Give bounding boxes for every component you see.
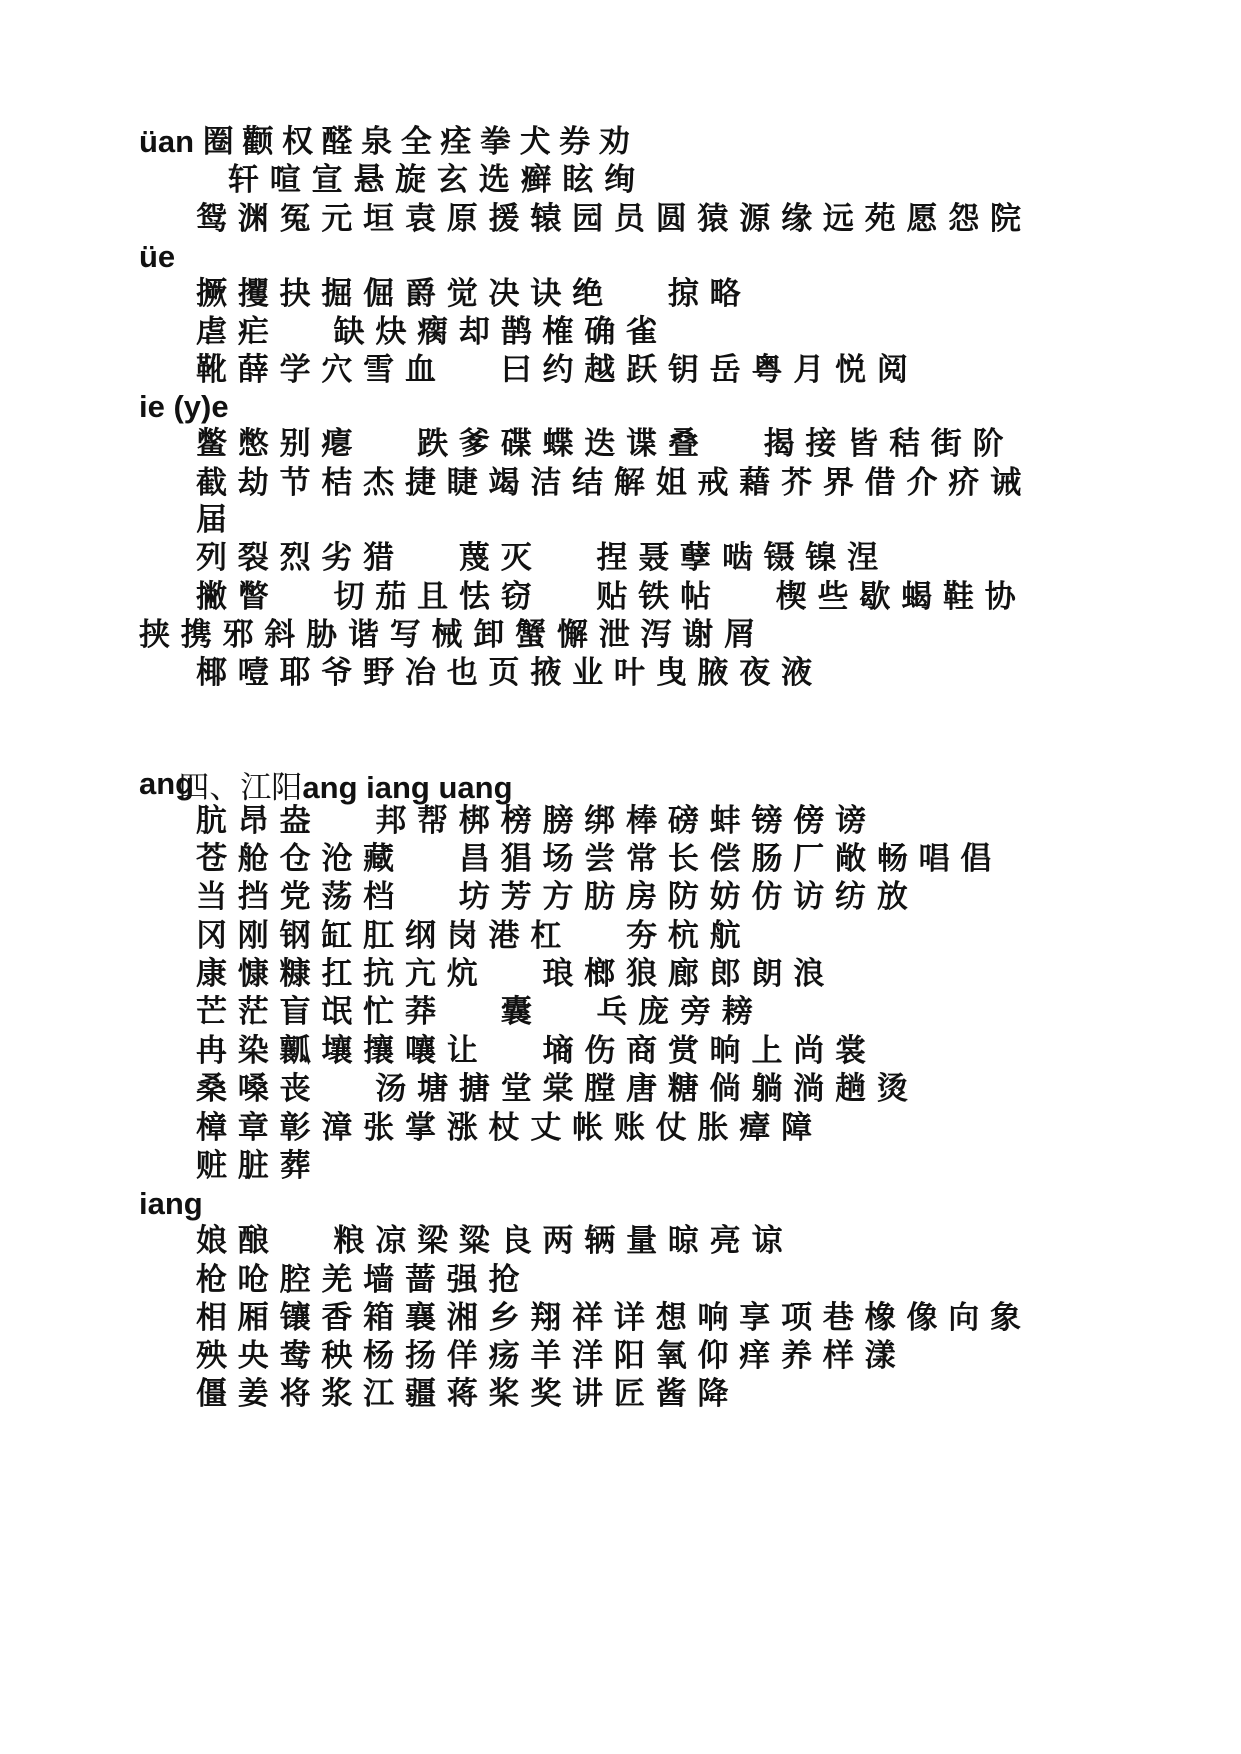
section-title-chinese: 四、江阳 xyxy=(178,770,303,806)
text-line: 靴 薛 学 穴 雪 血 曰 约 越 跃 钥 岳 粤 月 悦 阅 xyxy=(196,352,908,388)
text-line: üan 圈 颧 权 醛 泉 全 痊 拳 犬 券 劝 xyxy=(139,124,630,159)
pinyin-label: iang xyxy=(139,1186,203,1221)
section-title-latin: ang iang uang xyxy=(302,770,513,805)
text-line: 樟 章 彰 漳 张 掌 涨 杖 丈 帐 账 仗 胀 瘴 障 xyxy=(196,1110,813,1146)
text-line: 僵 姜 将 浆 江 疆 蒋 桨 奖 讲 匠 酱 降 xyxy=(196,1376,729,1412)
text-line: 轩 喧 宣 悬 旋 玄 选 癣 眩 绚 xyxy=(228,162,636,198)
text-line: 当 挡 党 荡 档 坊 芳 方 肪 房 防 妨 仿 访 纺 放 xyxy=(196,879,908,915)
text-line: 撇 瞥 切 茄 且 怯 窃 贴 铁 帖 楔 些 歇 蝎 鞋 协 xyxy=(196,579,1016,615)
pinyin-label: ie (y)e xyxy=(139,389,229,424)
text-line: 椰 噎 耶 爷 野 冶 也 页 掖 业 叶 曳 腋 夜 液 xyxy=(196,655,813,691)
text-line: 撅 攫 抉 掘 倔 爵 觉 决 诀 绝 掠 略 xyxy=(196,276,741,312)
text-line: 苍 舱 仓 沧 藏 昌 猖 场 尝 常 长 偿 肠 厂 敞 畅 唱 倡 xyxy=(196,841,992,877)
text-line: 挟 携 邪 斜 胁 谐 写 械 卸 蟹 懈 泄 泻 谢 屑 xyxy=(139,617,756,653)
text-line: 截 劫 节 桔 杰 捷 睫 竭 洁 结 解 姐 戒 藉 芥 界 借 介 疥 诫 xyxy=(196,465,1022,501)
text-line: 赃 脏 葬 xyxy=(196,1148,311,1184)
text-line: 相 厢 镶 香 箱 襄 湘 乡 翔 祥 详 想 响 享 项 巷 橡 像 向 象 xyxy=(196,1300,1022,1336)
text-line: 康 慷 糠 扛 抗 亢 炕 琅 榔 狼 廊 郎 朗 浪 xyxy=(196,956,825,992)
text-line: 芒 茫 盲 氓 忙 莽 囊 乓 庞 旁 耪 xyxy=(196,994,753,1030)
text-line: 肮 昂 盎 邦 帮 梆 榜 膀 绑 棒 磅 蚌 镑 傍 谤 xyxy=(196,803,867,839)
text-line: 鸳 渊 冤 元 垣 袁 原 援 辕 园 员 圆 猿 源 缘 远 苑 愿 怨 院 xyxy=(196,201,1022,237)
text-line: 鳖 憋 别 瘪 跌 爹 碟 蝶 迭 谍 叠 揭 接 皆 秸 街 阶 xyxy=(196,426,1004,462)
text-line: 虐 疟 缺 炔 瘸 却 鹊 榷 确 雀 xyxy=(196,314,658,350)
text-line: 冈 刚 钢 缸 肛 纲 岗 港 杠 夯 杭 航 xyxy=(196,918,741,954)
text-line: 届 xyxy=(196,502,227,538)
text-line: 冉 染 瓤 壤 攘 嚷 让 墒 伤 商 赏 晌 上 尚 裳 xyxy=(196,1033,867,1069)
text-line: 枪 呛 腔 羌 墙 蔷 强 抢 xyxy=(196,1262,520,1298)
text-line: 殃 央 鸯 秧 杨 扬 佯 疡 羊 洋 阳 氧 仰 痒 养 样 漾 xyxy=(196,1338,896,1374)
pinyin-label: ang xyxy=(139,766,195,801)
text-line: 娘 酿 粮 凉 梁 粱 良 两 辆 量 晾 亮 谅 xyxy=(196,1223,783,1259)
text-line: 桑 嗓 丧 汤 塘 搪 堂 棠 膛 唐 糖 倘 躺 淌 趟 烫 xyxy=(196,1071,908,1107)
pinyin-label: üe xyxy=(139,239,176,274)
text-line: 列 裂 烈 劣 猎 蔑 灭 捏 聂 孽 啮 镊 镍 涅 xyxy=(196,540,879,576)
